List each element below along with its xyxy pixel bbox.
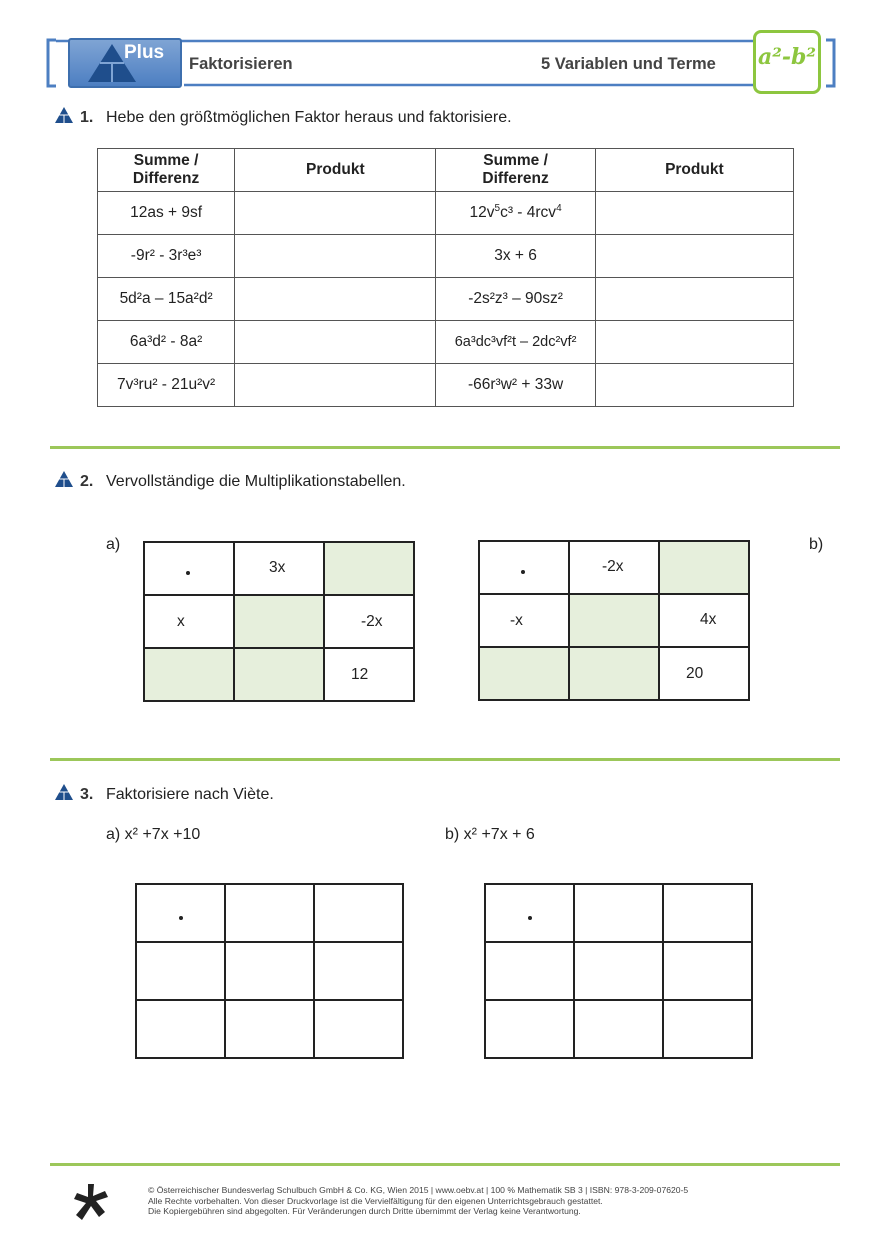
column-header: Produkt (595, 149, 793, 192)
publisher-logo-icon (72, 1182, 110, 1222)
multiply-dot-icon (186, 571, 190, 575)
answer-cell[interactable] (225, 1000, 314, 1058)
value-cell: 20 (659, 647, 749, 700)
sum-cell: 6a³dc³vf²t – 2dc²vf² (436, 321, 595, 364)
answer-cell[interactable] (485, 942, 574, 1000)
subtask-label: a) x² +7x +10 (106, 826, 201, 843)
table-row (98, 192, 794, 235)
logo-label: Plus (124, 42, 165, 63)
multiply-dot-icon (528, 916, 532, 920)
sum-cell: 5d²a – 15a²d² (98, 278, 235, 321)
task-number: 1. (80, 109, 94, 126)
multiply-dot-icon (179, 916, 183, 920)
value-cell: -2x (324, 595, 414, 648)
answer-cell[interactable] (144, 648, 234, 701)
answer-cell[interactable] (314, 942, 403, 1000)
answer-cell[interactable] (485, 1000, 574, 1058)
task-number: 2. (80, 473, 94, 490)
value-cell: 12 (324, 648, 414, 701)
sum-cell: -9r² - 3r³e³ (98, 235, 235, 278)
sum-cell: -2s²z³ – 90sz² (436, 278, 595, 321)
task-instruction: Hebe den größtmöglichen Faktor heraus und faktorisiere. (106, 109, 512, 126)
sum-cell: 12as + 9sf (98, 192, 235, 235)
table-header-row (98, 149, 794, 192)
sum-cell: 7v³ru² - 21u²v² (98, 364, 235, 407)
product-answer-cell[interactable] (235, 192, 436, 235)
sum-cell: 6a³d² - 8a² (98, 321, 235, 364)
multiplication-table-a (143, 541, 415, 702)
task-instruction: Faktorisiere nach Viète. (106, 786, 274, 803)
section-divider (50, 758, 840, 761)
product-answer-cell[interactable] (595, 235, 793, 278)
subtask-label: b) (809, 536, 824, 553)
copyright-line: © Österreichischer Bundesverlag Schulbuch GmbH & Co. KG, Wien 2015 | www.oebv.at | 100 % Mathematik SB 3 | ISBN: 978-3-209-07620-5 (148, 1185, 689, 1195)
section-divider (50, 446, 840, 449)
operator-cell (136, 884, 225, 942)
product-answer-cell[interactable] (235, 321, 436, 364)
answer-cell[interactable] (136, 942, 225, 1000)
topic-badge (753, 30, 821, 94)
viete-table-a (135, 883, 404, 1059)
answer-cell[interactable] (479, 647, 569, 700)
answer-cell[interactable] (574, 884, 663, 942)
multiply-dot-icon (521, 570, 525, 574)
table-row (98, 235, 794, 278)
value-cell: 4x (659, 594, 749, 647)
answer-cell[interactable] (569, 647, 659, 700)
column-header: Summe / Differenz (436, 149, 595, 192)
subtask-label: b) x² +7x + 6 (445, 826, 535, 843)
answer-cell[interactable] (225, 884, 314, 942)
sum-cell: 3x + 6 (436, 235, 595, 278)
operator-cell (144, 542, 234, 595)
answer-cell[interactable] (574, 1000, 663, 1058)
task-number: 3. (80, 786, 94, 803)
topic-badge-text: a²-b² (757, 44, 817, 70)
product-answer-cell[interactable] (595, 364, 793, 407)
sum-cell: $12v^5c^3 - 4rcv^4$ (436, 192, 595, 235)
answer-cell[interactable] (659, 541, 749, 594)
column-header: Summe / Differenz (98, 149, 235, 192)
answer-cell[interactable] (314, 1000, 403, 1058)
answer-cell[interactable] (324, 542, 414, 595)
answer-cell[interactable] (136, 1000, 225, 1058)
table-row (98, 321, 794, 364)
viete-table-b (484, 883, 753, 1059)
answer-cell[interactable] (663, 942, 752, 1000)
subtask-label: a) (106, 536, 121, 553)
task-instruction: Vervollständige die Multiplikationstabellen. (106, 473, 406, 490)
chapter-title: 5 Variablen und Terme (541, 55, 716, 73)
task-pyramid-icon (54, 783, 74, 801)
page-title: Faktorisieren (189, 55, 293, 73)
factoring-table (97, 148, 794, 407)
table-row (98, 364, 794, 407)
product-answer-cell[interactable] (235, 278, 436, 321)
header-cell: x (144, 595, 234, 648)
answer-cell[interactable] (314, 884, 403, 942)
answer-cell[interactable] (663, 884, 752, 942)
header-cell: 3x (234, 542, 324, 595)
answer-cell[interactable] (663, 1000, 752, 1058)
sum-cell: -66r³w² + 33w (436, 364, 595, 407)
product-answer-cell[interactable] (235, 235, 436, 278)
product-answer-cell[interactable] (595, 278, 793, 321)
product-answer-cell[interactable] (235, 364, 436, 407)
operator-cell (485, 884, 574, 942)
answer-cell[interactable] (569, 594, 659, 647)
answer-cell[interactable] (234, 595, 324, 648)
answer-cell[interactable] (234, 648, 324, 701)
product-answer-cell[interactable] (595, 321, 793, 364)
task-pyramid-icon (54, 470, 74, 488)
multiplication-table-b (478, 540, 750, 701)
copyright-notice (148, 1185, 688, 1217)
task-pyramid-icon (54, 106, 74, 124)
table-row (98, 278, 794, 321)
answer-cell[interactable] (574, 942, 663, 1000)
header-cell: -x (479, 594, 569, 647)
answer-cell[interactable] (225, 942, 314, 1000)
copyright-line: Alle Rechte vorbehalten. Von dieser Druckvorlage ist die Vervielfältigung für den eigenen Unterrichtsgebrauch gestattet. (148, 1195, 603, 1206)
header-cell: -2x (569, 541, 659, 594)
column-header: Produkt (235, 149, 436, 192)
copyright-line: Die Kopiergebühren sind abgegolten. Für Veränderungen durch Dritte übernimmt der Verlag keine Verantwortung. (148, 1206, 581, 1216)
footer-divider (50, 1163, 840, 1166)
product-answer-cell[interactable] (595, 192, 793, 235)
operator-cell (479, 541, 569, 594)
